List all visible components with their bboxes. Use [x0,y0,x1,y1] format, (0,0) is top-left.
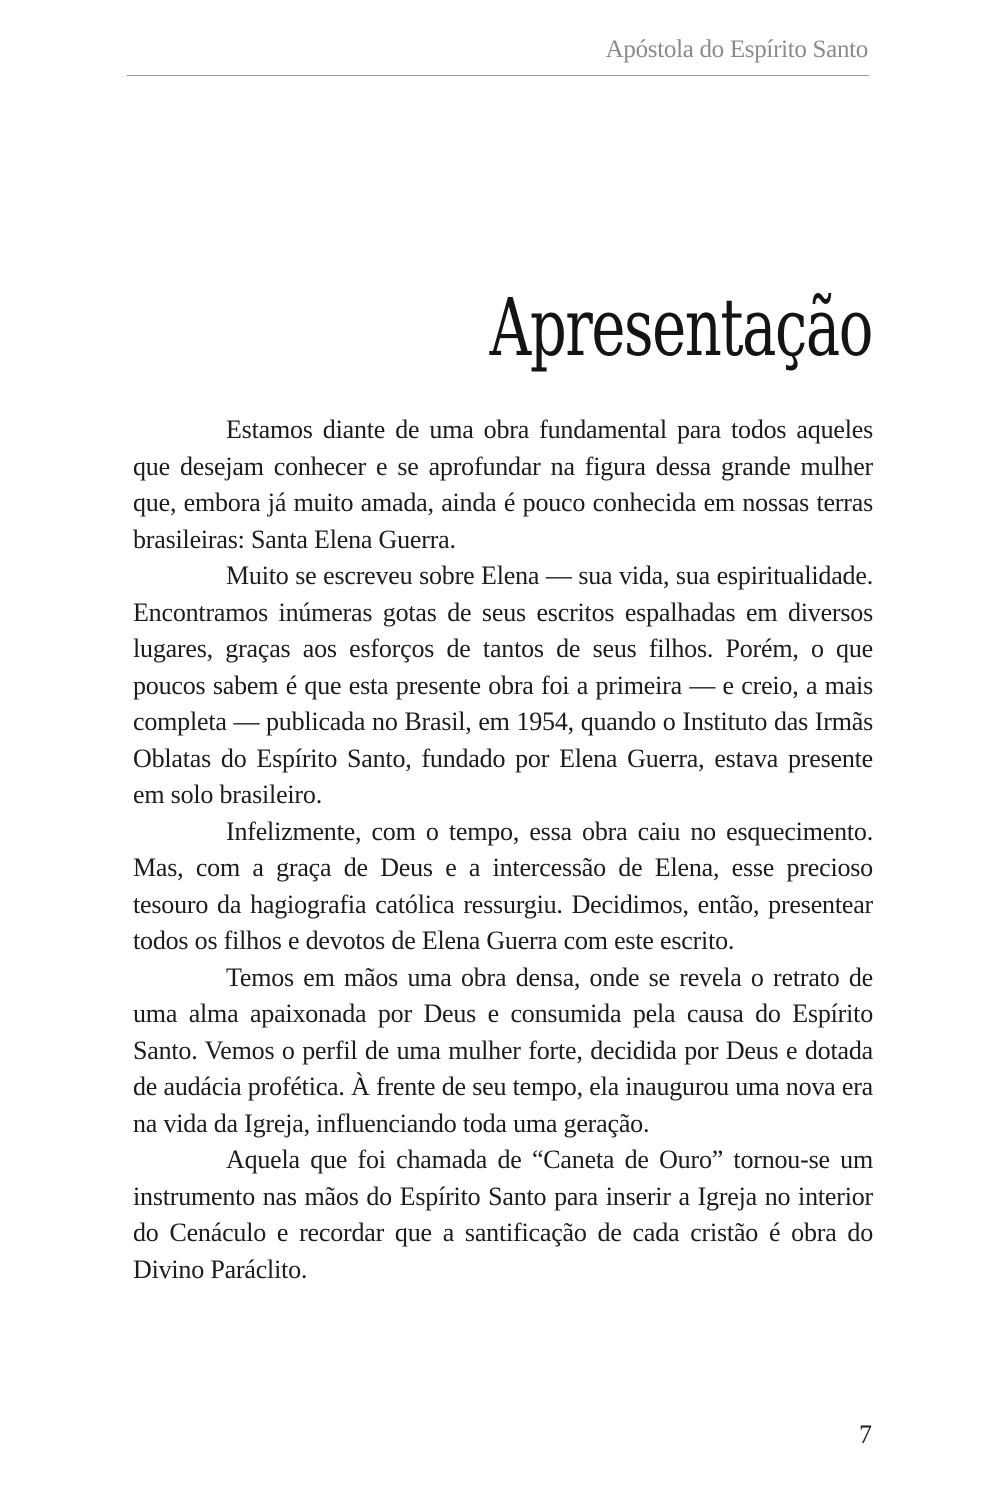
paragraph: Estamos diante de uma obra fundamental para todos aqueles que desejam conhecer e se aprofundar na figura dessa grande mulher que, embora já muito amada, ainda é pouco conhecida em nossas terras brasileiras: Santa Elena Guerra. [133,415,873,554]
paragraph: Temos em mãos uma obra densa, onde se revela o retrato de uma alma apaixonada por Deus e consumida pela causa do Espírito Santo. Vemos o perfil de uma mulher forte, decidida por Deus e dotada de audácia profética. À frente de seu tempo, ela inaugurou uma nova era na vida da Igreja, influenciando toda uma geração. [133,962,873,1138]
body-text [133,412,873,1288]
paragraph: Infelizmente, com o tempo, essa obra caiu no esquecimento. Mas, com a graça de Deus e a intercessão de Elena, esse precioso tesouro da hagiografia católica ressurgiu. Decidimos, então, presentear todos os filhos e devotos de Elena Guerra com este escrito. [133,816,873,955]
paragraph: Aquela que foi chamada de “Caneta de Ouro” tornou-se um instrumento nas mãos do Espírito Santo para inserir a Igreja no interior do Cenáculo e recordar que a santificação de cada cristão é obra do Divino Paráclito. [133,1145,873,1284]
header-rule [127,75,869,76]
running-header: Apóstola do Espírito Santo [605,36,868,63]
page-number: 7 [859,1420,872,1449]
chapter-title: Apresentação [489,281,872,374]
paragraph: Muito se escreveu sobre Elena — sua vida, sua espiritualidade. Encontramos inúmeras gotas de seus escritos espalhadas em diversos lugares, graças aos esforços de tantos de seus filhos. Porém, o que poucos sabem é que esta presente obra foi a primeira — e creio, a mais completa — publicada no Brasil, em 1954, quando o Instituto das Irmãs Oblatas do Espírito Santo, fundado por Elena Guerra, estava presente em solo brasileiro. [133,561,873,809]
